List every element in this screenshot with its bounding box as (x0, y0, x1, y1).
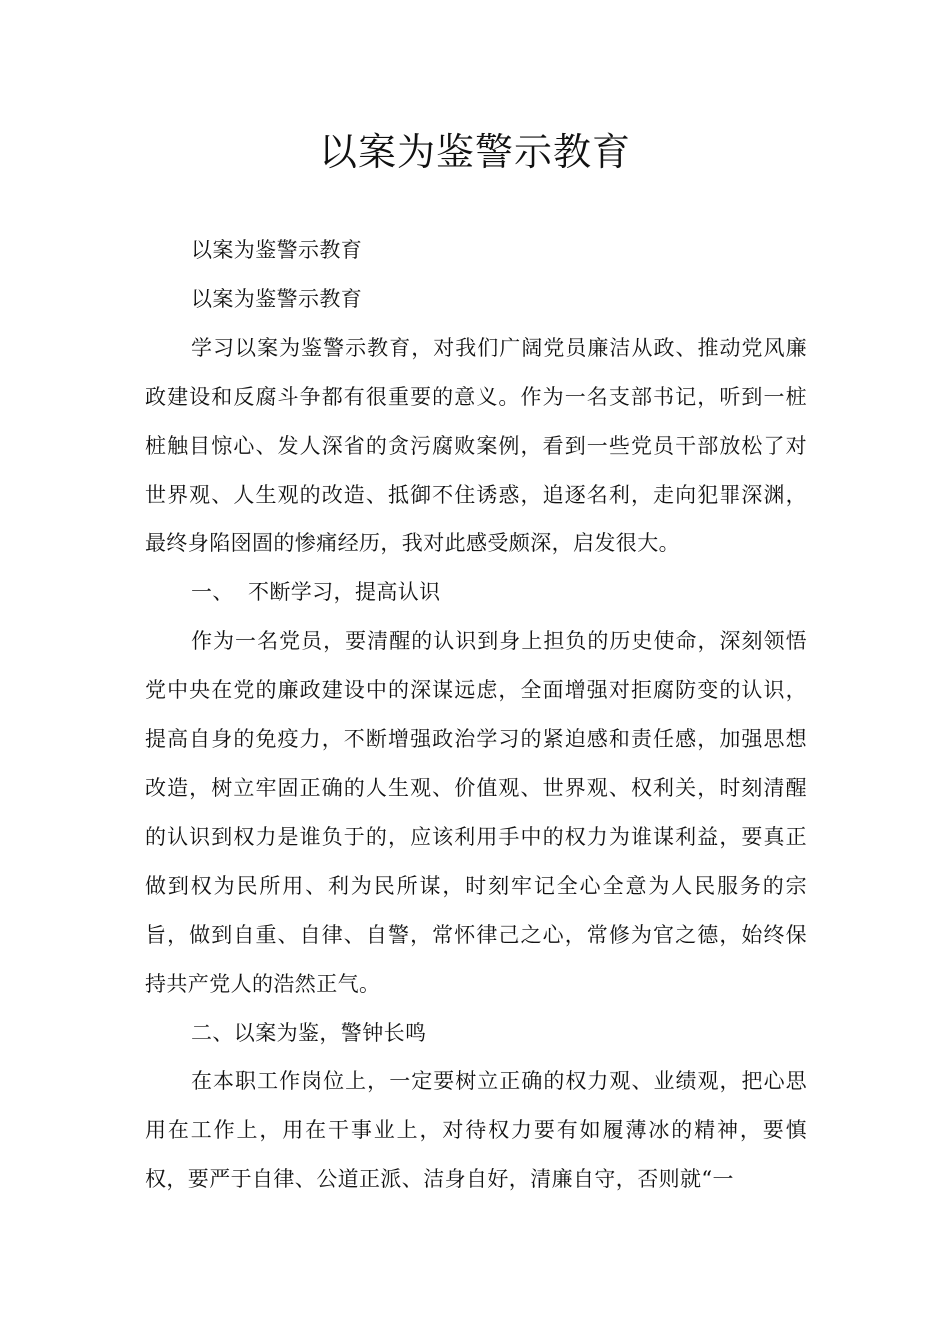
section-heading-2: 二、以案为鉴，警钟长鸣 (191, 1020, 427, 1045)
paragraph-subtitle-1: 以案为鉴警示教育 (191, 238, 363, 262)
document-title: 以案为鉴警示教育 (318, 130, 631, 174)
section-heading-1: 一、 不断学习，提高认识 (191, 580, 441, 605)
document-body (145, 226, 807, 1204)
paragraph-section-2: 在本职工作岗位上，一定要树立正确的权力观、业绩观，把心思用在工作上，用在干事业上，对待权力要有如履薄冰的精神，要慎权，要严于自律、公道正派、洁身自好，清廉自守，否则就“一 (145, 1069, 807, 1192)
paragraph-subtitle-2: 以案为鉴警示教育 (191, 286, 363, 311)
paragraph-section-1: 作为一名党员，要清醒的认识到身上担负的历史使命，深刻领悟党中央在党的廉政建设中的深谋远虑，全面增强对拒腐防变的认识，提高自身的免疫力，不断增强政治学习的紧迫感和责任感，加强思想改造，树立牢固正确的人生观、价值观、世界观、权利关，时刻清醒的认识到权力是谁负于的，应该利用手中的权力为谁谋利益，要真正做到权为民所用、利为民所谋，时刻牢记全心全意为人民服务的宗旨，做到自重、自律、自警，常怀律己之心，常修为官之德，始终保持共产党人的浩然正气。 (145, 629, 807, 996)
paragraph-intro: 学习以案为鉴警示教育，对我们广阔党员廉洁从政、推动党风廉政建设和反腐斗争都有很重要的意义。作为一名支部书记，听到一桩桩触目惊心、发人深省的贪污腐败案例，看到一些党员干部放松了对世界观、人生观的改造、抵御不住诱惑，追逐名利，走向犯罪深渊，最终身陷囹圄的惨痛经历，我对此感受颇深，启发很大。 (145, 335, 807, 556)
